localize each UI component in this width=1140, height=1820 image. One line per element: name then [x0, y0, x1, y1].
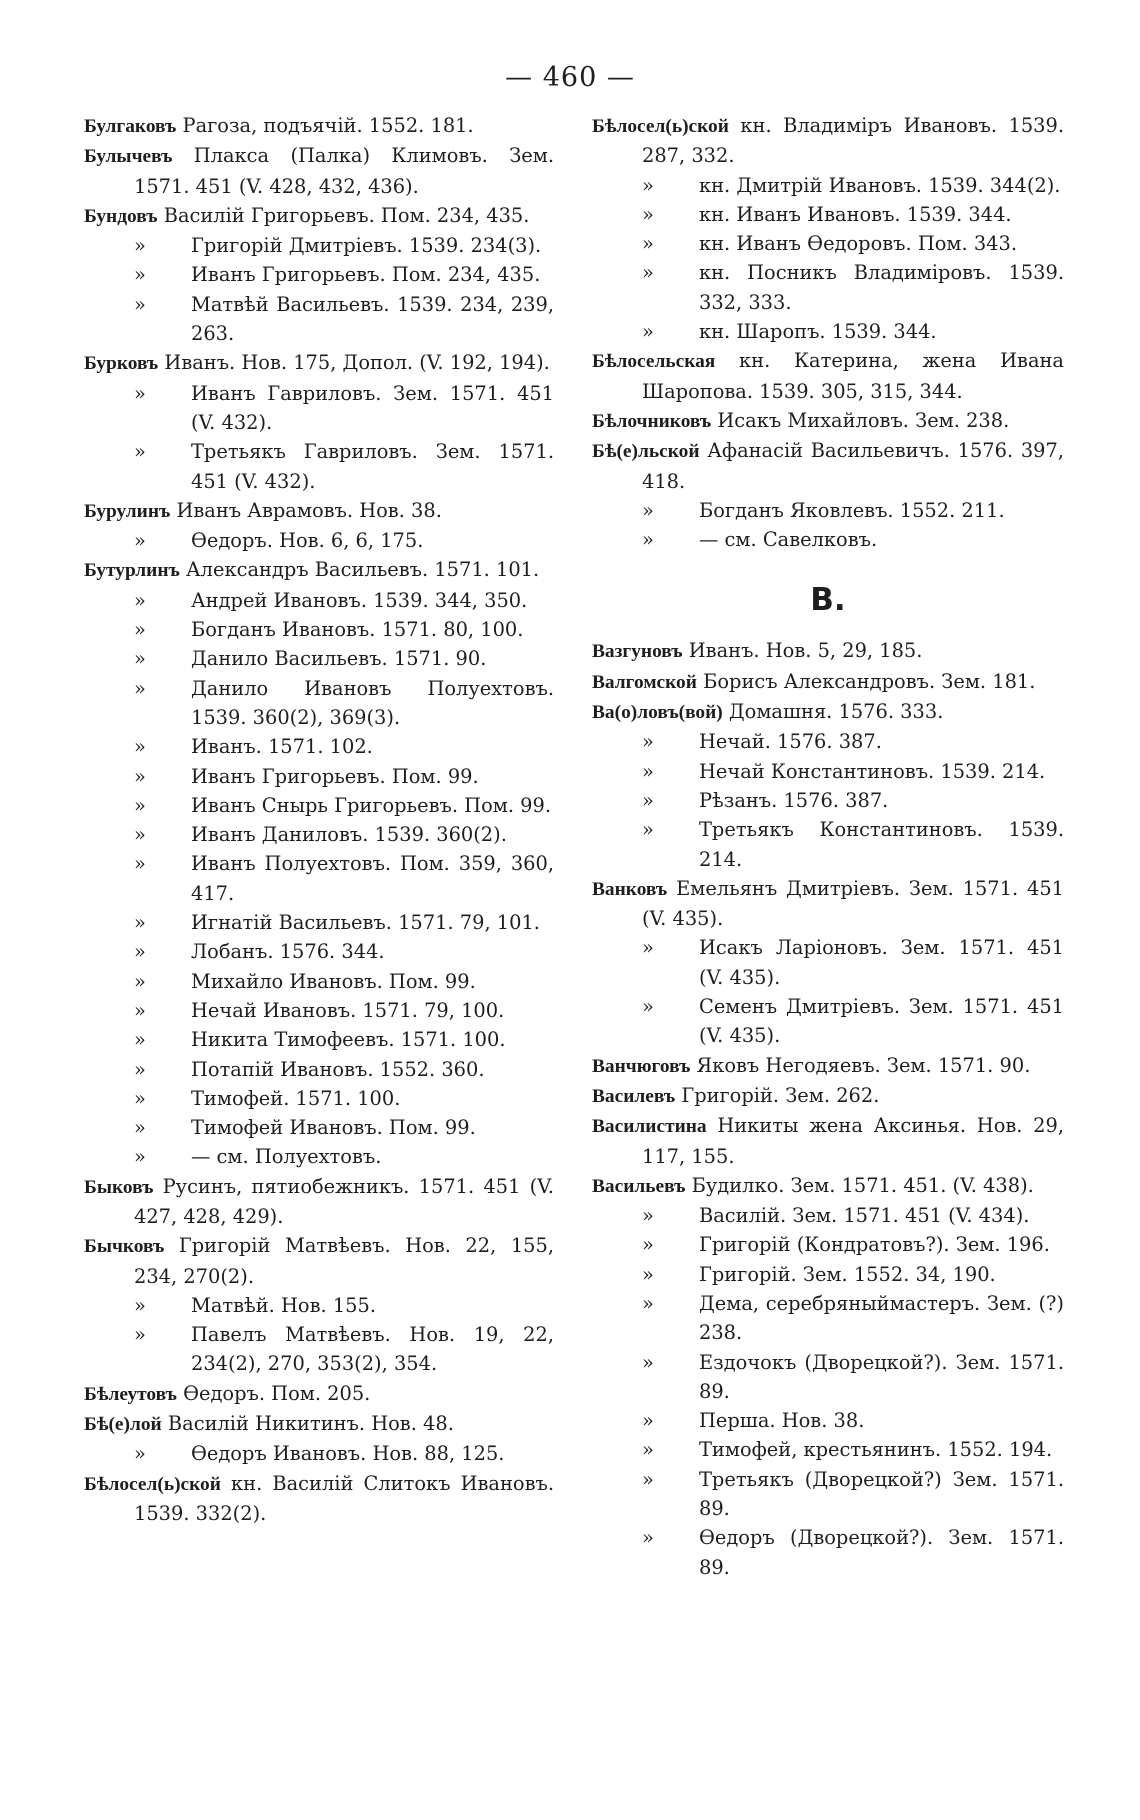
entry-surname: Ва(о)ловъ(вой): [592, 702, 723, 724]
index-entry: [84, 1231, 554, 1291]
ditto-mark: »: [134, 529, 146, 553]
index-subentry: [84, 732, 554, 761]
index-entry: [84, 348, 554, 378]
entry-surname: Бѣлосел(ь)ской: [592, 116, 729, 137]
ditto-mark: »: [134, 1293, 146, 1317]
index-column-left: [84, 111, 554, 1528]
entry-text: Александръ Васильевъ. 1571. 101.: [179, 558, 540, 582]
ditto-mark: »: [134, 1116, 146, 1140]
index-subentry: [84, 967, 554, 996]
entry-text: — см. Савелковъ.: [699, 528, 878, 552]
index-subentry: [592, 229, 1064, 258]
index-subentry: [84, 820, 554, 849]
entry-surname: Васильевъ: [592, 1175, 686, 1197]
index-entry: [84, 1469, 554, 1529]
index-subentry: [592, 1465, 1064, 1524]
entry-text: Ѳедоръ (Дворецкой?). Зем. 1571. 89.: [699, 1526, 1064, 1579]
entry-text: Богданъ Ивановъ. 1571. 80, 100.: [191, 618, 524, 642]
index-subentry: [84, 1055, 554, 1084]
ditto-mark: »: [642, 1262, 654, 1286]
ditto-mark: »: [134, 1442, 146, 1466]
ditto-mark: »: [642, 1291, 654, 1315]
entry-text: кн. Посникъ Владиміровъ. 1539. 332, 333.: [699, 261, 1064, 314]
entry-text: Третьякъ Константиновъ. 1539. 214.: [699, 818, 1064, 871]
ditto-mark: »: [134, 647, 146, 671]
index-subentry: [84, 908, 554, 937]
index-subentry: [84, 791, 554, 820]
index-subentry: [84, 1320, 554, 1379]
entry-surname: Ванчюговъ: [592, 1055, 691, 1077]
entry-text: Богданъ Яковлевъ. 1552. 211.: [699, 498, 1005, 522]
entry-text: кн. Шаропъ. 1539. 344.: [699, 320, 937, 344]
entry-text: Дема, серебряныймастеръ. Зем. (?) 238.: [699, 1291, 1064, 1345]
entry-text: Тимофей, крестьянинъ. 1552. 194.: [699, 1438, 1053, 1462]
index-entry: [592, 667, 1064, 697]
ditto-mark: »: [642, 261, 654, 285]
index-subentry: [84, 762, 554, 791]
ditto-mark: »: [642, 788, 654, 812]
entry-surname: Бѣлосел(ь)ской: [84, 1473, 221, 1495]
entry-text: Иванъ Гавриловъ. Зем. 1571. 451 (V. 432).: [191, 381, 554, 434]
entry-text: Нечай Ивановъ. 1571. 79, 100.: [191, 998, 505, 1022]
ditto-mark: »: [642, 202, 654, 226]
index-subentry: [592, 1230, 1064, 1259]
entry-text: Семенъ Дмитріевъ. Зем. 1571. 451 (V. 435).: [699, 995, 1064, 1048]
index-subentry: [84, 1291, 554, 1320]
index-subentry: [84, 290, 554, 349]
entry-surname: Бѣлеутовъ: [84, 1383, 177, 1405]
ditto-mark: »: [134, 588, 146, 612]
ditto-mark: »: [642, 1204, 654, 1228]
ditto-mark: »: [134, 911, 146, 935]
index-column-right: [592, 111, 1064, 1582]
entry-text: кн. Дмитрій Ивановъ. 1539. 344(2).: [699, 173, 1061, 197]
entry-text: Иванъ. Нов. 5, 29, 185.: [682, 639, 923, 663]
ditto-mark: »: [642, 818, 654, 842]
entry-surname: Бурулинъ: [84, 500, 171, 522]
index-subentry: [84, 260, 554, 289]
entry-surname: Бѣлочниковъ: [592, 410, 712, 432]
entry-surname: Булычевъ: [84, 146, 173, 168]
ditto-mark: »: [134, 852, 146, 876]
index-subentry: [592, 200, 1064, 229]
ditto-mark: »: [134, 1086, 146, 1110]
entry-text: кн. Иванъ Ѳедоровъ. Пом. 343.: [699, 232, 1018, 256]
ditto-mark: »: [134, 1323, 146, 1347]
index-subentry: [84, 437, 554, 496]
entry-text: Борисъ Александровъ. Зем. 181.: [696, 669, 1036, 693]
ditto-mark: »: [134, 735, 146, 759]
entry-text: Рагоза, подъячій. 1552. 181.: [176, 114, 474, 137]
entry-text: Домашня. 1576. 333.: [722, 700, 944, 724]
entry-text: Иванъ. 1571. 102.: [191, 735, 373, 759]
entry-text: Нечай Константиновъ. 1539. 214.: [699, 759, 1046, 783]
entry-text: Тимофей. 1571. 100.: [191, 1086, 401, 1110]
entry-surname: Булгаковъ: [84, 116, 177, 137]
ditto-mark: »: [642, 995, 654, 1019]
entry-surname: Бѣлосельская: [592, 351, 716, 373]
entry-text: Никита Тимофеевъ. 1571. 100.: [191, 1028, 506, 1052]
ditto-mark: »: [642, 1467, 654, 1491]
entry-text: Ѳедоръ. Пом. 205.: [176, 1381, 371, 1405]
index-subentry: [84, 1142, 554, 1171]
index-subentry: [592, 786, 1064, 815]
entry-surname: Вазгуновъ: [592, 641, 683, 663]
index-subentry: [592, 1289, 1064, 1348]
index-subentry: [84, 996, 554, 1025]
entry-text: Матвѣй. Нов. 155.: [191, 1293, 377, 1317]
index-entry: [84, 1379, 554, 1409]
entry-text: Ездочокъ (Дворецкой?). Зем. 1571. 89.: [699, 1350, 1064, 1403]
index-entry: [84, 201, 554, 231]
index-subentry: [592, 258, 1064, 317]
ditto-mark: »: [642, 498, 654, 522]
ditto-mark: »: [642, 320, 654, 344]
ditto-mark: »: [642, 173, 654, 197]
ditto-mark: »: [642, 759, 654, 783]
index-subentry: [84, 379, 554, 438]
entry-text: Исакъ Михайловъ. Зем. 238.: [711, 408, 1010, 432]
ditto-mark: »: [134, 676, 146, 700]
index-entry: [84, 496, 554, 526]
index-subentry: [592, 1523, 1064, 1582]
index-subentry: [592, 171, 1064, 200]
index-subentry: [84, 1025, 554, 1054]
index-entry: [592, 1051, 1064, 1081]
entry-text: Данило Васильевъ. 1571. 90.: [191, 647, 487, 671]
ditto-mark: »: [134, 381, 146, 405]
entry-text: — см. Полуехтовъ.: [191, 1145, 382, 1169]
index-entry: [592, 1081, 1064, 1111]
index-entry: [592, 636, 1064, 666]
entry-text: Третьякъ Гавриловъ. Зем. 1571. 451 (V. 432).: [191, 440, 554, 493]
entry-text: Андрей Ивановъ. 1539. 344, 350.: [191, 588, 528, 612]
entry-surname: Валгомской: [592, 671, 697, 693]
section-letter-heading: В.: [810, 582, 846, 619]
index-subentry: [84, 586, 554, 615]
entry-surname: Бурковъ: [84, 353, 159, 375]
entry-text: Будилко. Зем. 1571. 451. (V. 438).: [685, 1173, 1034, 1197]
index-subentry: [592, 525, 1064, 554]
ditto-mark: »: [134, 793, 146, 817]
entry-text: Нечай. 1576. 387.: [699, 730, 882, 754]
entry-text: кн. Владиміръ Ивановъ. 1539. 287, 332.: [642, 114, 1064, 168]
index-subentry: [84, 231, 554, 260]
ditto-mark: »: [134, 998, 146, 1022]
ditto-mark: »: [642, 1350, 654, 1374]
entry-text: Григорій. Зем. 1552. 34, 190.: [699, 1262, 996, 1286]
ditto-mark: »: [642, 1438, 654, 1462]
index-subentry: [84, 1084, 554, 1113]
ditto-mark: »: [134, 1145, 146, 1169]
ditto-mark: »: [134, 940, 146, 964]
index-subentry: [592, 317, 1064, 346]
index-subentry: [592, 1406, 1064, 1435]
entry-text: Данило Ивановъ Полуехтовъ. 1539. 360(2), 369(3).: [191, 676, 554, 729]
entry-surname: Бундовъ: [84, 205, 158, 227]
ditto-mark: »: [134, 969, 146, 993]
entry-text: Игнатій Васильевъ. 1571. 79, 101.: [191, 911, 540, 935]
entry-surname: Бычковъ: [84, 1236, 165, 1258]
index-entry: [84, 111, 554, 141]
entry-text: Перша. Нов. 38.: [699, 1409, 865, 1433]
ditto-mark: »: [642, 528, 654, 552]
entry-surname: Василистина: [592, 1116, 707, 1138]
ditto-mark: »: [642, 1409, 654, 1433]
entry-text: Ѳедоръ Ивановъ. Нов. 88, 125.: [191, 1442, 505, 1466]
ditto-mark: »: [134, 764, 146, 788]
index-entry: [592, 1171, 1064, 1201]
index-subentry: [592, 727, 1064, 756]
entry-text: Рѣзанъ. 1576. 387.: [699, 788, 889, 812]
index-subentry: [592, 1260, 1064, 1289]
entry-text: Никиты жена Аксинья. Нов. 29, 117, 155.: [642, 1114, 1064, 1168]
index-entry: [84, 1409, 554, 1439]
ditto-mark: »: [642, 1233, 654, 1257]
ditto-mark: »: [642, 1526, 654, 1550]
entry-text: Исакъ Ларіоновъ. Зем. 1571. 451 (V. 435).: [699, 936, 1064, 989]
entry-text: Афанасій Васильевичъ. 1576. 397, 418.: [642, 439, 1064, 493]
ditto-mark: »: [134, 1057, 146, 1081]
entry-text: Василій Григорьевъ. Пом. 234, 435.: [157, 203, 530, 227]
entry-text: кн. Василій Слитокъ Ивановъ. 1539. 332(2).: [134, 1471, 554, 1525]
entry-text: Григорій Матвѣевъ. Нов. 22, 155, 234, 270(2).: [134, 1234, 554, 1288]
entry-text: Емельянъ Дмитріевъ. Зем. 1571. 451 (V. 435).: [642, 876, 1064, 931]
entry-text: Иванъ Снырь Григорьевъ. Пом. 99.: [191, 793, 552, 817]
index-entry: [592, 111, 1064, 171]
ditto-mark: »: [134, 823, 146, 847]
entry-text: Григорій Дмитріевъ. 1539. 234(3).: [191, 234, 542, 258]
index-subentry: [84, 849, 554, 908]
index-subentry: [84, 674, 554, 733]
index-entry: [592, 697, 1064, 727]
entry-text: Лобанъ. 1576. 344.: [191, 940, 385, 964]
ditto-mark: »: [134, 1028, 146, 1052]
ditto-mark: »: [642, 730, 654, 754]
entry-text: Иванъ Даниловъ. 1539. 360(2).: [191, 823, 507, 847]
entry-text: кн. Катерина, жена Ивана Шаропова. 1539. 305, 315, 344.: [642, 349, 1064, 403]
entry-text: кн. Иванъ Ивановъ. 1539. 344.: [699, 202, 1012, 226]
entry-text: Иванъ Григорьевъ. Пом. 99.: [191, 764, 479, 788]
entry-text: Третьякъ (Дворецкой?) Зем. 1571. 89.: [699, 1467, 1064, 1521]
entry-text: Василій. Зем. 1571. 451 (V. 434).: [699, 1204, 1030, 1228]
index-entry: [592, 874, 1064, 934]
index-subentry: [592, 1348, 1064, 1407]
index-entry: [84, 555, 554, 585]
index-subentry: [84, 526, 554, 555]
index-subentry: [592, 815, 1064, 874]
page-number: — 460 —: [505, 62, 635, 93]
entry-text: Василій Никитинъ. Нов. 48.: [161, 1412, 454, 1436]
entry-text: Потапій Ивановъ. 1552. 360.: [191, 1057, 485, 1081]
entry-text: Михайло Ивановъ. Пом. 99.: [191, 969, 476, 993]
index-subentry: [84, 644, 554, 673]
entry-text: Григорій (Кондратовъ?). Зем. 196.: [699, 1233, 1050, 1257]
entry-surname: Бутурлинъ: [84, 560, 180, 582]
index-subentry: [592, 1435, 1064, 1464]
entry-surname: Бѣ(е)лой: [84, 1414, 162, 1436]
index-entry: [592, 1111, 1064, 1171]
entry-surname: Быковъ: [84, 1176, 154, 1198]
index-subentry: [592, 757, 1064, 786]
ditto-mark: »: [134, 440, 146, 464]
index-subentry: [84, 1113, 554, 1142]
index-entry: [592, 436, 1064, 496]
index-subentry: [84, 937, 554, 966]
entry-surname: Бѣ(е)льской: [592, 441, 700, 463]
entry-text: Ѳедоръ. Нов. 6, 6, 175.: [191, 529, 424, 553]
ditto-mark: »: [134, 263, 146, 287]
entry-surname: Василевъ: [592, 1085, 676, 1107]
ditto-mark: »: [642, 936, 654, 960]
entry-text: Иванъ. Нов. 175, Допол. (V. 192, 194).: [158, 351, 550, 375]
entry-text: Матвѣй Васильевъ. 1539. 234, 239, 263.: [191, 292, 554, 346]
ditto-mark: »: [134, 292, 146, 316]
ditto-mark: »: [134, 234, 146, 258]
entry-text: Русинъ, пятиобежникъ. 1571. 451 (V. 427, 428, 429).: [134, 1174, 554, 1228]
index-subentry: [592, 1201, 1064, 1230]
index-entry: [84, 1172, 554, 1232]
entry-text: Тимофей Ивановъ. Пом. 99.: [191, 1116, 476, 1140]
index-subentry: [592, 496, 1064, 525]
entry-text: Иванъ Аврамовъ. Нов. 38.: [170, 498, 442, 522]
entry-text: Плакса (Палка) Климовъ. Зем. 1571. 451 (V. 428, 432, 436).: [134, 144, 554, 198]
entry-text: Григорій. Зем. 262.: [675, 1083, 880, 1107]
ditto-mark: »: [642, 232, 654, 256]
index-subentry: [84, 615, 554, 644]
ditto-mark: »: [134, 618, 146, 642]
index-entry: [592, 346, 1064, 406]
entry-text: Иванъ Полуехтовъ. Пом. 359, 360, 417.: [191, 852, 554, 905]
index-subentry: [84, 1439, 554, 1468]
index-subentry: [592, 992, 1064, 1051]
entry-text: Павелъ Матвѣевъ. Нов. 19, 22, 234(2), 270, 353(2), 354.: [191, 1323, 554, 1376]
entry-text: Яковъ Негодяевъ. Зем. 1571. 90.: [690, 1053, 1031, 1077]
index-entry: [592, 406, 1064, 436]
entry-text: Иванъ Григорьевъ. Пом. 234, 435.: [191, 263, 541, 287]
index-subentry: [592, 933, 1064, 992]
entry-surname: Ванковъ: [592, 878, 668, 900]
index-entry: [84, 141, 554, 201]
